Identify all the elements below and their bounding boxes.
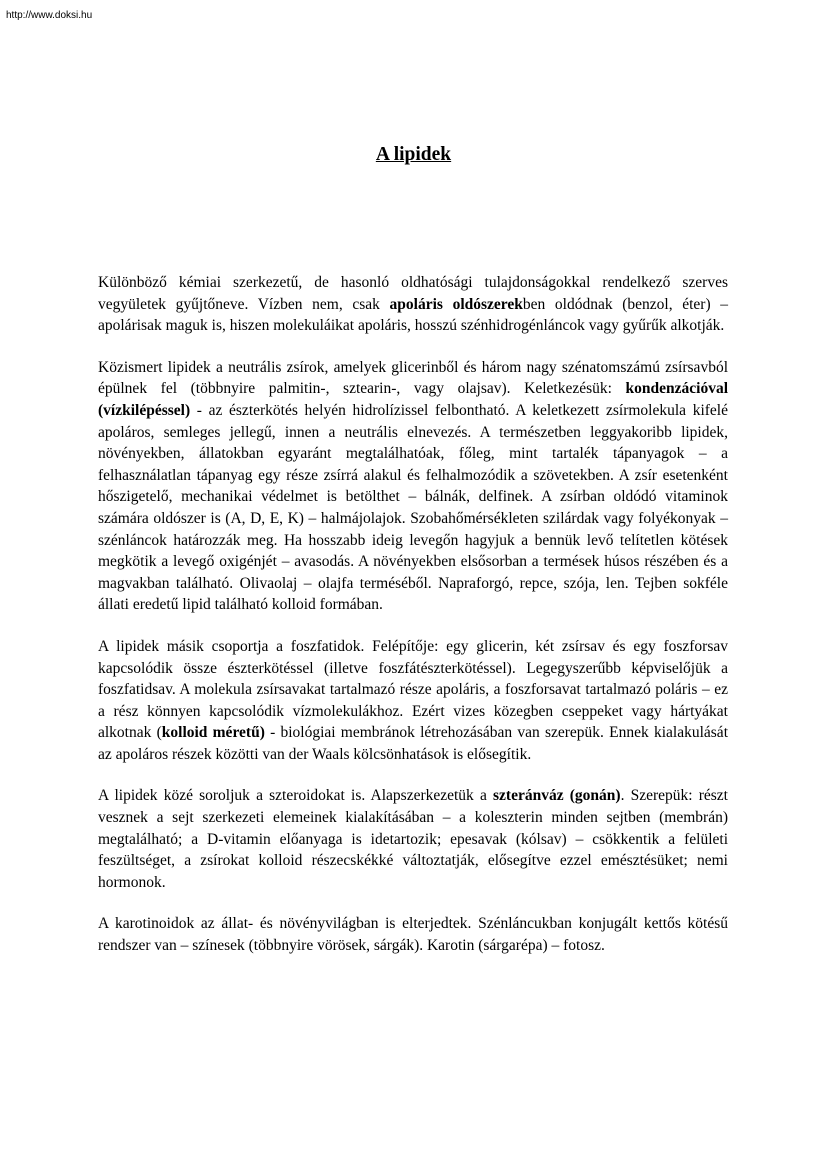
document-body <box>98 272 728 977</box>
paragraph-phosphatides <box>98 636 728 766</box>
paragraph-neutral-fats <box>98 357 728 616</box>
page-title: A lipidek <box>375 144 452 165</box>
paragraph-steroids <box>98 785 728 893</box>
paragraph-text: Különböző kémiai szerkezetű, de hasonló oldhatósági tulajdonságokkal rendelkező szerves vegyületek gyűjtőneve. Vízben nem, csak <box>98 274 728 313</box>
bold-term-colloid-size: kolloid méretű) <box>161 724 265 742</box>
bold-term-sterane: szteránváz (gonán) <box>493 787 621 805</box>
paragraph-text: - az észterkötés helyén hidrolízissel felbontható. A keletkezett zsírmolekula kifelé apoláros, semleges jellegű, innen a neutrális elnevezés. A természetben leggyakoribb lipidek, növényekben, állatokban egyaránt megtalálhatóak, főleg, mint tartalék tápanyagok – a felhasználatlan tápanyag egy része zsírrá alakul és felhalmozódik a szövetekben. A zsír esetenként hőszigetelő, mechanikai védelmet is betölthet – bálnák, delfinek. A zsírban oldódó vitaminok számára oldószer is (A, D, E, K) – halmájolajok. Szobahőmérsékleten szilárdak vagy folyékonyak – szénláncok határozzák meg. Ha hosszabb ideig levegőn hagyjuk a bennük levő telítetlen kötések megkötik a levegő oxigénjét – avasodás. A növényekben elsősorban a termések húsos részében és a magvakban található. Olivaolaj – olajfa terméséből. Napraforgó, repce, szója, len. Tejben sokféle állati eredetű lipid található kolloid formában. <box>98 401 728 614</box>
bold-term-apolar-solvents: apoláris oldószerek <box>389 295 523 313</box>
paragraph-text: ben oldódnak (benzol, éter) – apolárisak maguk is, hiszen molekuláikat apoláris, hosszú szénhidrogénláncok vagy gyűrűk alkotják. <box>98 295 728 335</box>
source-url-link[interactable]: http://www.doksi.hu <box>6 10 93 21</box>
bold-term-condensation: kondenzációval (vízkilépéssel) <box>98 380 728 419</box>
paragraph-text: A lipidek másik csoportja a foszfatidok. Felépítője: egy glicerin, két zsírsav és egy foszforsav kapcsolódik össze észterkötéssel (illetve foszfátészterkötéssel). Legegyszerűbb képviselőjük a foszfatidsav. A molekula zsírsavakat tartalmazó része apoláris, a foszforsavat tartalmazó poláris – ez a rész könnyen kapcsolódik vízmolekulákhoz. Ezért vizes közegben cseppeket vagy hártyákat alkotnak ( <box>98 637 728 742</box>
paragraph-carotenoids <box>98 913 728 956</box>
paragraph-definition <box>98 272 728 337</box>
paragraph-text: A karotinoidok az állat- és növényvilágban is elterjedtek. Szénláncukban konjugált kettős kötésű rendszer van – színesek (többnyire vörösek, sárgák). Karotin (sárgarépa) – fotosz. <box>98 915 728 955</box>
paragraph-text: . Szerepük: részt vesznek a sejt szerkezeti elemeinek kialakításában – a koleszterin minden sejtben (membrán) megtalálható; a D-vitamin előanyaga is idetartozik; epesavak (kólsav) – csökkentik a felületi feszültséget, a zsírokat kolloid részecskékké változtatják, elősegítve ezzel emésztésüket; nemi hormonok. <box>98 787 728 891</box>
paragraph-text: A lipidek közé soroljuk a szteroidokat is. Alapszerkezetük a <box>98 787 493 805</box>
paragraph-text: Közismert lipidek a neutrális zsírok, amelyek glicerinből és három nagy szénatomszámú zsírsavból épülnek fel (többnyire palmitin-, sztearin-, vagy olajsav). Keletkezésük: <box>98 358 728 398</box>
paragraph-text: - biológiai membránok létrehozásában van szerepük. Ennek kialakulását az apoláros részek közötti van der Waals kölcsönhatások is elősegítik. <box>98 724 728 763</box>
